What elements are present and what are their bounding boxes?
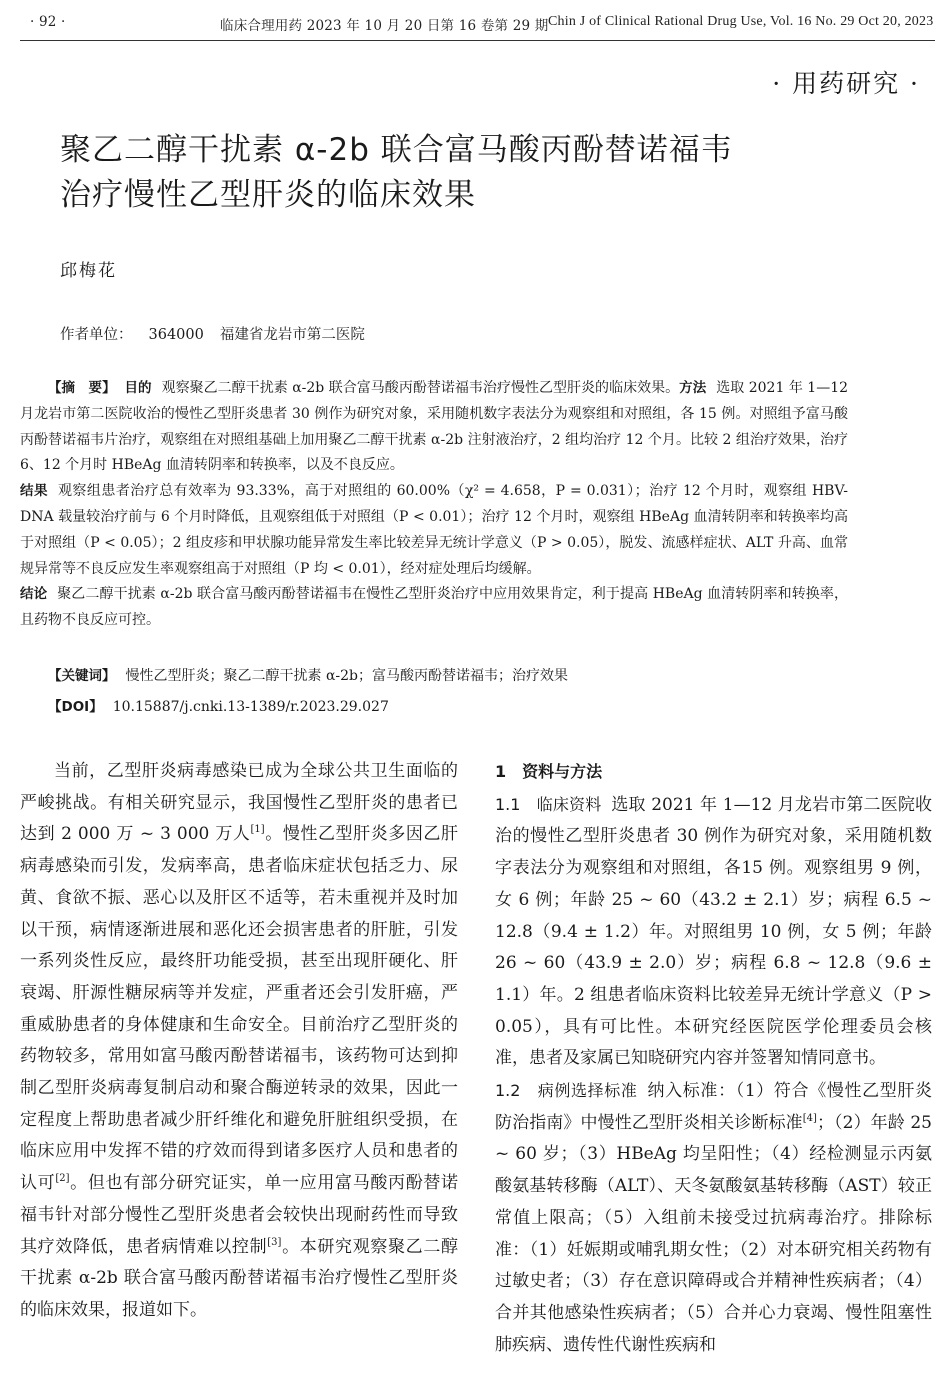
affiliation — [60, 323, 365, 344]
intro-text-d: 。本研究观察聚乙二醇干扰素 α-2b 联合富马酸丙酚替诺福韦治疗慢性乙型肝炎的临床效果，报道如下。 — [20, 1236, 459, 1320]
clinical-data-paragraph — [495, 789, 932, 1075]
results-label: 结果 — [20, 483, 48, 500]
journal-issue-cn: 临床合理用药 2023 年 10 月 20 日第 16 卷第 29 期 — [220, 18, 549, 34]
subsection-1-1-heading: 1.1 临床资料 — [495, 794, 602, 814]
affiliation-label: 作者单位： — [60, 327, 133, 343]
objective-label: 目的 — [124, 380, 152, 396]
journal-issue-en: Chin J of Clinical Rational Drug Use, Vol. 16 No. 29 Oct 20, 2023 — [548, 14, 934, 29]
keywords-text: 慢性乙型肝炎；聚乙二醇干扰素 α-2b；富马酸丙酚替诺福韦；治疗效果 — [125, 668, 569, 684]
subsection-1-2-text-b: ；（2）年龄 25 ~ 60 岁；（3）HBeAg 均呈阳性；（4）经检测显示丙氨酸氨基转移酶（ALT）、天冬氨酸氨基转移酶（AST）较正常值上限高；（5）入组前未接受过抗病毒治疗。排除标准：（1）妊娠期或哺乳期女性；（2）对本研究相关药物有过敏史者；（3）存在意识障碍或合并精神性疾病者；（4）合并其他感染性疾病者；（5）合并心力衰竭、慢性阻塞性肺疾病、遗传性代谢性疾病和 — [495, 1112, 932, 1355]
subsection-1-2-heading: 1.2 病例选择标准 — [495, 1081, 638, 1101]
section-heading — [495, 756, 932, 789]
citation-ref-3[interactable]: [3] — [267, 1236, 282, 1248]
citation-ref-4[interactable]: [4] — [802, 1112, 817, 1124]
citation-ref-2[interactable]: [2] — [55, 1173, 70, 1185]
intro-paragraph — [20, 756, 458, 1327]
column-tag: · 用药研究 · — [772, 69, 920, 98]
doi — [48, 695, 389, 715]
selection-criteria-paragraph — [495, 1075, 932, 1361]
affiliation-postcode: 364000 — [148, 327, 204, 343]
author-name: 邱梅花 — [60, 261, 117, 281]
keywords-label: 【关键词】 — [48, 668, 116, 684]
methods-label: 方法 — [679, 380, 707, 396]
article-title — [60, 128, 900, 218]
citation-ref-1[interactable]: [1] — [250, 824, 265, 836]
doi-label: 【DOI】 — [48, 699, 103, 715]
conclusion-label: 结论 — [20, 586, 48, 603]
intro-text-a: 当前，乙型肝炎病毒感染已成为全球公共卫生面临的严峻挑战。有相关研究显示，我国慢性乙型肝炎的患者已达到 2 000 万 ~ 3 000 万人 — [20, 761, 458, 845]
page-number: · 92 · — [30, 14, 66, 30]
body-column-right — [495, 756, 932, 1361]
body-column-left — [20, 756, 458, 1327]
methods-text: 选取 2021 年 1—12 月龙岩市第二医院收治的慢性乙型肝炎患者 30 例作为研究对象，采用随机数字表法分为观察组和对照组，各 15 例。对照组予富马酸丙酚替诺福韦片治疗，观察组在对照组基础上加用聚乙二醇干扰素 α-2b 注射液治疗，2 组均治疗 12 个月。比较 2 组治疗效果，治疗 6、12 个月时 HBeAg 血清转阴率和转换率，以及不良反应。 — [20, 380, 849, 474]
intro-text-b: 。慢性乙型肝炎多因乙肝病毒感染而引发，发病率高，患者临床症状包括乏力、尿黄、食欲不振、恶心以及肝区不适等，若未重视并及时加以干预，病情逐渐进展和恶化还会损害患者的肝脏，引发一系列炎性反应，最终肝功能受损，甚至出现肝硬化、肝衰竭、肝源性糖尿病等并发症，严重者还会引发肝癌，严重威胁患者的身体健康和生命安全。目前治疗乙型肝炎的药物较多，常用如富马酸丙酚替诺福韦，该药物可达到抑制乙型肝炎病毒复制启动和聚合酶逆转录的效果，因此一定程度上帮助患者减少肝纤维化和避免肝脏组织受损，在临床应用中发挥不错的疗效而得到诸多医疗人员和患者的认可 — [20, 824, 458, 1194]
header-rule — [20, 40, 935, 41]
affiliation-institution: 福建省龙岩市第二医院 — [219, 327, 365, 343]
subsection-1-2-text-a: 纳入标准：（1）符合《慢性乙型肝炎防治指南》中慢性乙型肝炎相关诊断标准 — [495, 1081, 932, 1133]
title-line-1: 聚乙二醇干扰素 α-2b 联合富马酸丙酚替诺福韦 — [60, 132, 733, 168]
section-heading-text: 1 资料与方法 — [495, 762, 603, 781]
subsection-1-1-text: 选取 2021 年 1—12 月龙岩市第二医院收治的慢性乙型肝炎患者 30 例作为研究对象，采用随机数字表法分为观察组和对照组，各15 例。观察组男 9 例，女 6 例；年龄 25 ~ 60（43.2 ± 2.1）岁；病程 6.5 ~ 12.8（9.4 ± 1.2）年。对照组男 10 例，女 5 例；年龄 26 ~ 60（43.9 ± 2.0）岁；病程 6.8 ~ 12.8（9.6 ± 1.1）年。2 组患者临床资料比较差异无统计学意义（P > 0.05），具有可比性。本研究经医院医学伦理委员会核准，患者及家属已知晓研究内容并签署知情同意书。 — [495, 794, 933, 1069]
abstract — [20, 376, 848, 634]
results-text: 观察组患者治疗总有效率为 93.33%，高于对照组的 60.00%（χ² = 4.658，P = 0.031）；治疗 12 个月时，观察组 HBV-DNA 载量较治疗前与 6 个月时降低，且观察组低于对照组（P < 0.01）；治疗 12 个月时，观察组 HBeAg 血清转阴率和转换率均高于对照组（P < 0.05）；2 组皮疹和甲状腺功能异常发生率比较差异无统计学意义（P > 0.05），脱发、流感样症状、ALT 升高、血常规异常等不良反应发生率观察组高于对照组（P 均 < 0.01），经对症处理后均缓解。 — [20, 483, 848, 577]
conclusion-text: 聚乙二醇干扰素 α-2b 联合富马酸丙酚替诺福韦在慢性乙型肝炎治疗中应用效果肯定，利于提高 HBeAg 血清转阴率和转换率，且药物不良反应可控。 — [20, 586, 848, 629]
keywords — [48, 664, 568, 685]
title-line-2: 治疗慢性乙型肝炎的临床效果 — [60, 177, 476, 213]
intro-text-c: 。但也有部分研究证实，单一应用富马酸丙酚替诺福韦针对部分慢性乙型肝炎患者会较快出现耐药性而导致其疗效降低，患者病情难以控制 — [20, 1173, 459, 1257]
abstract-label: 【摘 要】 — [48, 380, 116, 396]
objective-text: 观察聚乙二醇干扰素 α-2b 联合富马酸丙酚替诺福韦治疗慢性乙型肝炎的临床效果。 — [161, 380, 680, 396]
doi-link[interactable]: 10.15887/j.cnki.13-1389/r.2023.29.027 — [112, 699, 389, 715]
